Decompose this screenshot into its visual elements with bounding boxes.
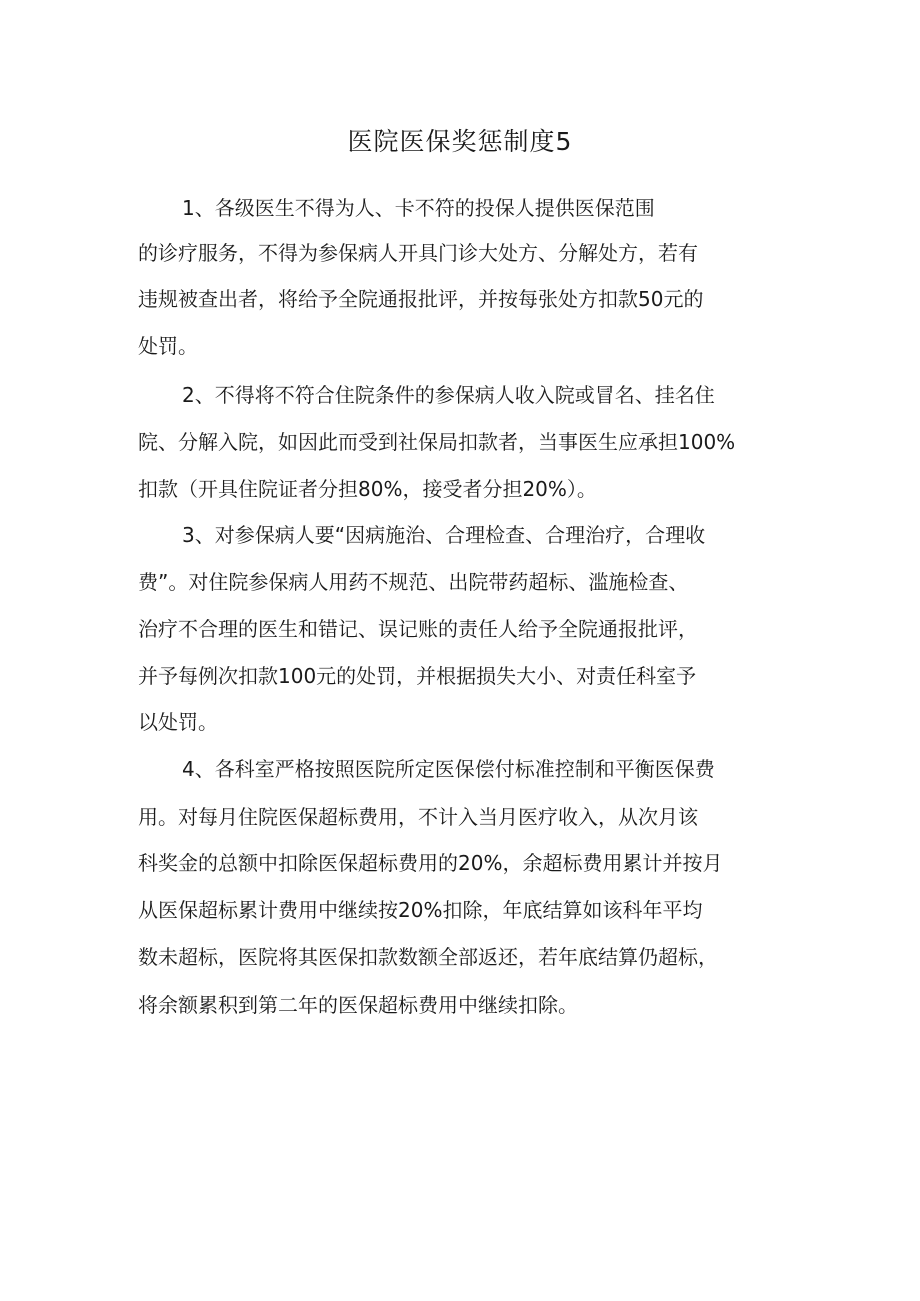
- paragraph-1-line-1: 1、各级医生不得为人、卡不符的投保人提供医保范围: [182, 196, 655, 220]
- paragraph-4-line-2: 用。对每月住院医保超标费用，不计入当月医疗收入，从次月该: [138, 805, 698, 829]
- paragraph-3-line-4: 并予每例次扣款100元的处罚，并根据损失大小、对责任科室予: [138, 664, 697, 688]
- paragraph-4-line-6: 将余额累积到第二年的医保超标费用中继续扣除。: [138, 993, 578, 1017]
- paragraph-3-line-3: 治疗不合理的医生和错记、误记账的责任人给予全院通报批评，: [138, 617, 698, 641]
- paragraph-4-line-5: 数未超标，医院将其医保扣款数额全部返还，若年底结算仍超标，: [138, 945, 718, 969]
- paragraph-2-line-1: 2、不得将不符合住院条件的参保病人收入院或冒名、挂名住: [182, 383, 715, 407]
- paragraph-3-line-1: 3、对参保病人要“因病施治、合理检查、合理治疗，合理收: [182, 523, 706, 547]
- document-title: 医院医保奖惩制度5: [347, 127, 573, 156]
- paragraph-1-line-4: 处罚。: [138, 334, 198, 358]
- paragraph-1-line-2: 的诊疗服务，不得为参保病人开具门诊大处方、分解处方，若有: [138, 241, 698, 265]
- paragraph-4-line-1: 4、各科室严格按照医院所定医保偿付标准控制和平衡医保费: [182, 757, 715, 781]
- paragraph-4-line-3: 科奖金的总额中扣除医保超标费用的20%，余超标费用累计并按月: [138, 851, 723, 875]
- paragraph-2-line-2: 院、分解入院，如因此而受到社保局扣款者，当事医生应承担100%: [138, 430, 736, 454]
- paragraph-4-line-4: 从医保超标累计费用中继续按20%扣除，年底结算如该科年平均: [138, 898, 703, 922]
- paragraph-2-line-3: 扣款（开具住院证者分担80%，接受者分担20%）。: [138, 477, 597, 501]
- paragraph-1-line-3: 违规被查出者，将给予全院通报批评，并按每张处方扣款50元的: [138, 287, 704, 311]
- paragraph-3-line-5: 以处罚。: [138, 710, 218, 734]
- paragraph-3-line-2: 费”。对住院参保病人用药不规范、出院带药超标、滥施检查、: [138, 570, 689, 594]
